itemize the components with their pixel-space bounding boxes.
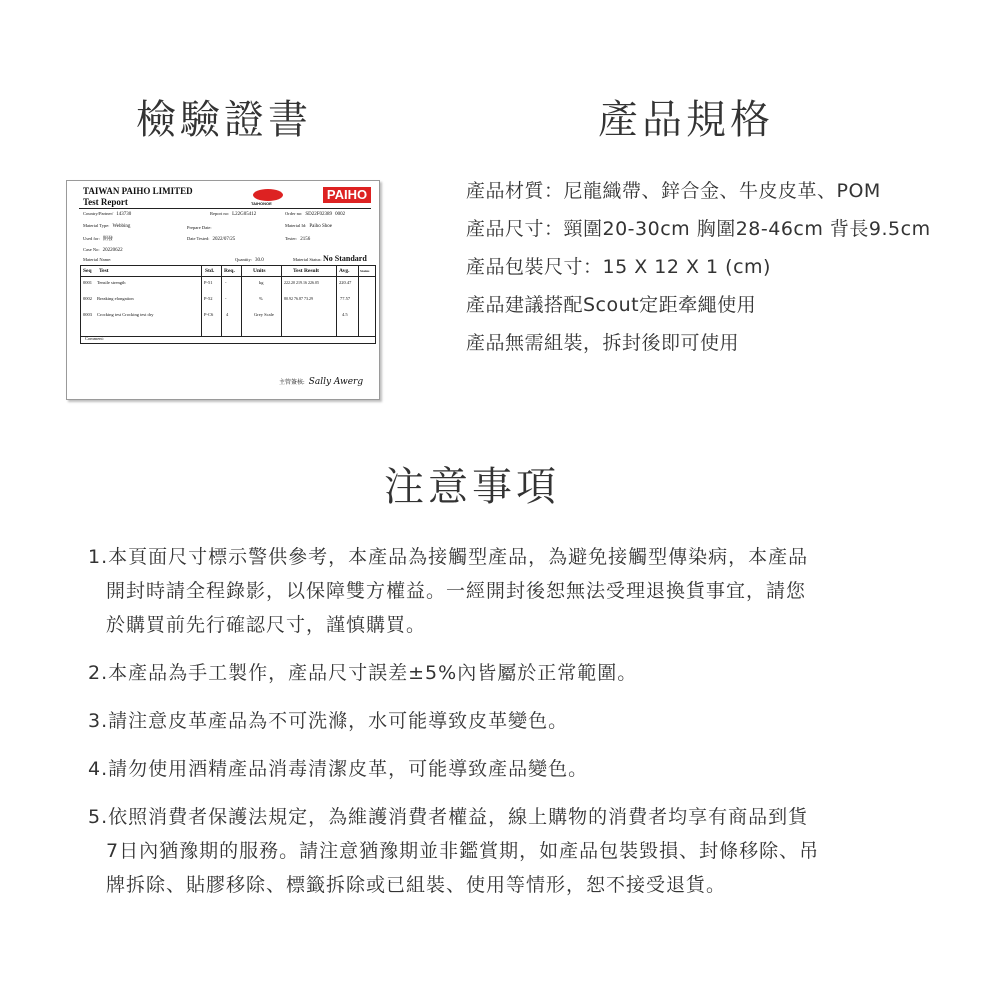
table-row-units: % — [259, 296, 263, 301]
quantity-field: Quantity: 30.0 — [235, 257, 264, 263]
certificate-title: Test Report — [83, 197, 128, 207]
spec-material: 產品材質：尼龍織帶、鋅合金、牛皮皮革、POM — [466, 180, 881, 202]
customer-field: Country/Partner/ 143730 — [83, 211, 132, 217]
paiho-logo: PAIHO — [323, 187, 371, 203]
comment-label: Comment: — [85, 336, 104, 341]
table-row-avg: 220.47 — [339, 280, 352, 285]
certificate-divider — [79, 208, 371, 209]
table-row-test: Tensile strength — [97, 280, 126, 285]
supervisor-signature — [279, 377, 363, 387]
tester-field: Tester: 2156 — [285, 236, 311, 242]
material-id-field: Material Id: Paiho Shoe — [285, 223, 333, 229]
table-header-result: Test Result — [293, 268, 319, 274]
comment-row — [80, 335, 376, 344]
table-row-seq: 0002 — [83, 296, 92, 301]
table-row-avg: 4.5 — [342, 312, 348, 317]
table-header-status: Status — [360, 269, 370, 273]
test-results-table — [80, 265, 376, 337]
table-row-std: P-52 — [204, 296, 213, 301]
table-row-units: Grey Scale — [254, 312, 274, 317]
report-no-field: Report no: L22G05412 — [210, 211, 257, 217]
table-row-std: P-C6 — [204, 312, 214, 317]
notice-list — [88, 540, 908, 902]
table-row-req: - — [225, 280, 227, 285]
spec-package-size: 產品包裝尺寸：15 X 12 X 1 (cm) — [466, 256, 771, 278]
material-name-field: Material Name: — [83, 257, 112, 262]
table-row-req: - — [225, 296, 227, 301]
notice-item: 4.請勿使用酒精產品消毒清潔皮革，可能導致產品變色。 — [88, 758, 589, 780]
table-row-test: Breaking elongation — [97, 296, 134, 301]
case-no-field: Case No: 20220622 — [83, 247, 123, 253]
spec-assembly: 產品無需組裝，拆封後即可使用 — [466, 332, 740, 354]
specs-heading: 產品規格 — [598, 97, 774, 143]
signature: Sally Awerg — [308, 377, 364, 387]
notice-item: 1.本頁面尺寸標示警供參考，本產品為接觸型產品，為避免接觸型傳染病，本產品 開封時請全程錄影，以保障雙方權益。一經開封後恕無法受理退換貨事宜，請您 於購買前先行確認尺寸，謹慎購買。 — [88, 546, 809, 636]
table-header-seq: Seq — [83, 268, 92, 274]
material-type-field: Material Type: Webbing — [83, 223, 131, 229]
notice-heading: 注意事項 — [384, 464, 560, 510]
spec-list — [466, 172, 931, 362]
spec-size: 產品尺寸：頸圍20-30cm 胸圍28-46cm 背長9.5cm — [466, 218, 931, 240]
table-row-std: P-51 — [204, 280, 213, 285]
material-status-field: Material Status: — [293, 257, 322, 262]
prepare-date-field: Prepare Date: — [187, 225, 212, 230]
order-no-field: Order no: SD22F02389 0002 — [285, 211, 346, 217]
logo-subtext: TAIHONOE — [251, 201, 272, 206]
table-header-test: Test — [99, 268, 109, 274]
table-header-avg: Avg. — [339, 268, 350, 274]
table-row-result: 222.20 219.16 226.05 — [284, 280, 319, 285]
table-row-result: 80.92 76.87 73.29 — [284, 296, 313, 301]
test-report-certificate — [66, 180, 380, 400]
used-for-field: Used for: 開發 — [83, 236, 113, 242]
notice-item: 2.本產品為手工製作，產品尺寸誤差±5%內皆屬於正常範圍。 — [88, 662, 638, 684]
table-row-avg: 77.57 — [340, 296, 351, 301]
date-tested-field: Date Tested: 2022/07/25 — [187, 236, 236, 242]
paiho-logo-mark-icon — [253, 189, 283, 201]
table-row-seq: 0003 — [83, 312, 92, 317]
table-row-req: 4 — [226, 312, 229, 317]
material-status-value: No Standard — [323, 254, 367, 263]
table-header-std: Std. — [205, 268, 215, 274]
sign-label: 主管簽核: — [279, 380, 305, 386]
certificate-company: TAIWAN PAIHO LIMITED — [83, 186, 193, 196]
certificate-heading: 檢驗證書 — [136, 97, 312, 143]
table-row-test: Crocking test Crocking test dry — [97, 312, 154, 317]
table-row-units: kg — [259, 280, 264, 285]
notice-item: 5.依照消費者保護法規定，為維護消費者權益，線上購物的消費者均享有商品到貨 7日內猶豫期的服務。請注意猶豫期並非鑑賞期，如產品包裝毀損、封條移除、吊 牌拆除、貼膠移除、標籤拆除或已組裝、使用等情形，恕不接受退貨。 — [88, 806, 820, 896]
table-header-units: Units — [253, 268, 266, 274]
table-header-req: Req. — [224, 268, 235, 274]
spec-recommendation: 產品建議搭配Scout定距牽繩使用 — [466, 294, 757, 316]
notice-item: 3.請注意皮革產品為不可洗滌，水可能導致皮革變色。 — [88, 710, 569, 732]
table-row-seq: 0001 — [83, 280, 92, 285]
